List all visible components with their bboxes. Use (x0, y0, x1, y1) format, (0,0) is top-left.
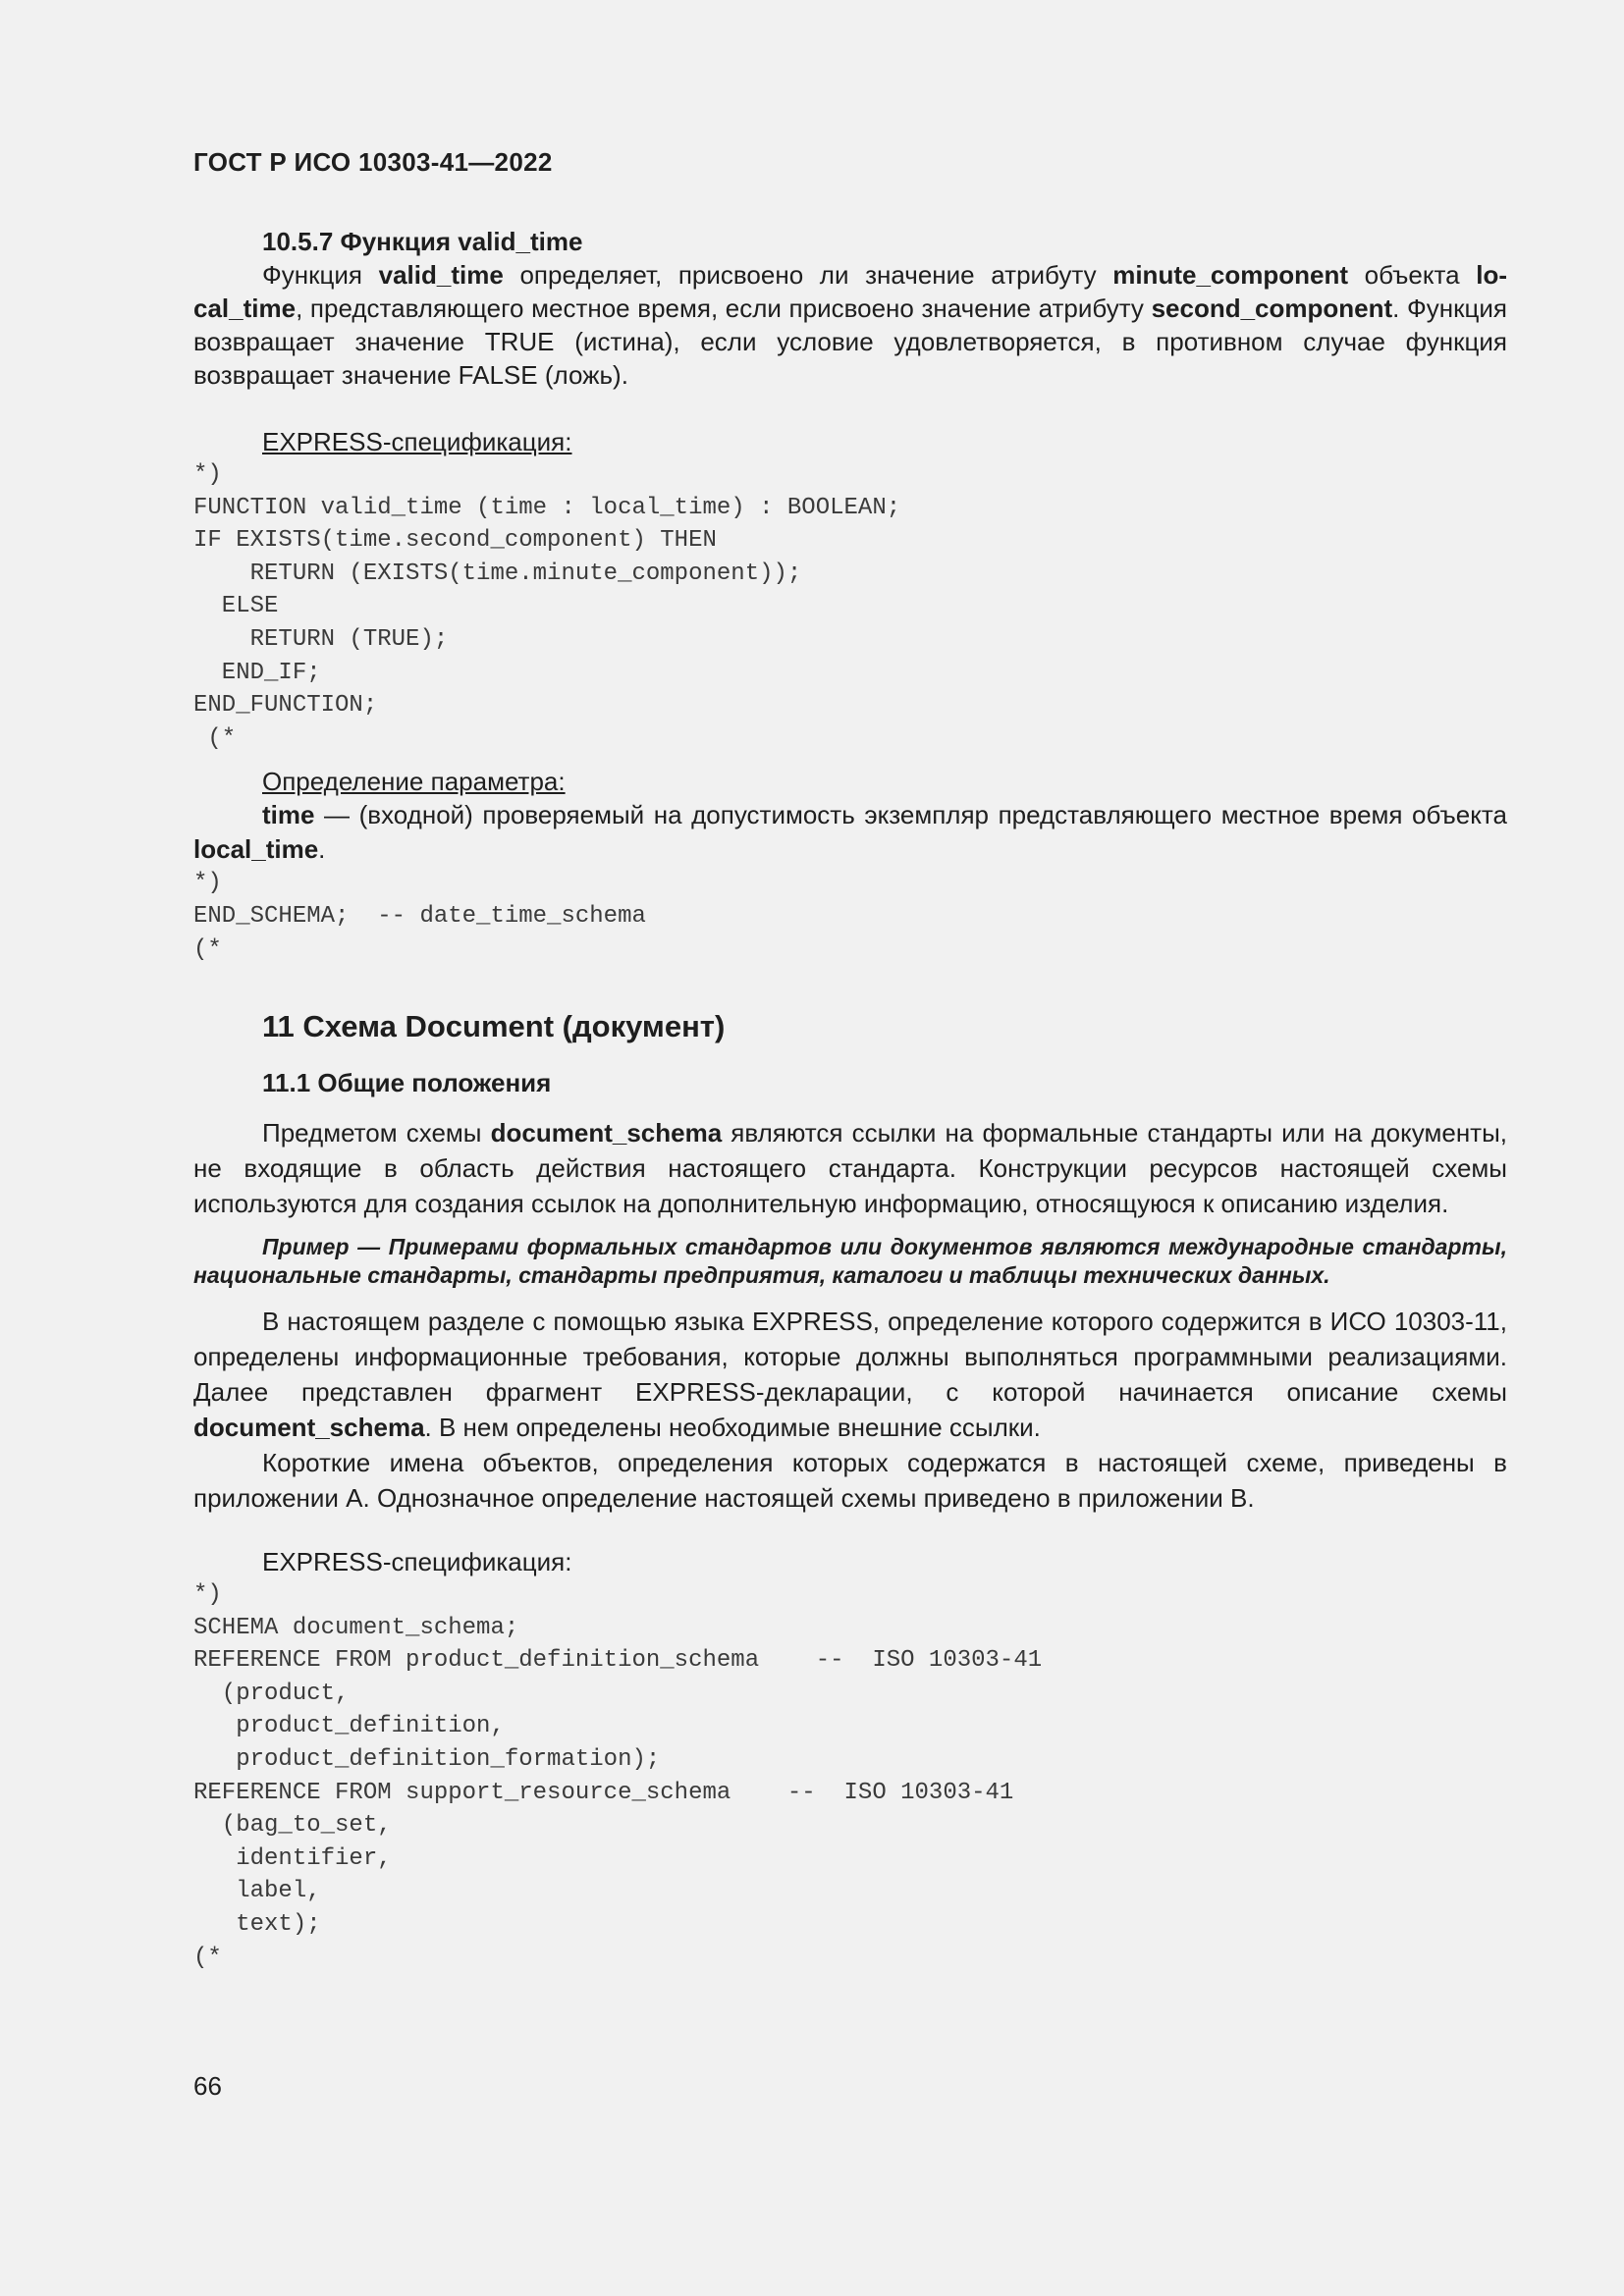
bold-term: document_schema (490, 1118, 723, 1148)
document-header: ГОСТ Р ИСО 10303-41—2022 (193, 147, 553, 177)
paragraph: Функция valid_time определяет, присвоено ли значение атрибуту minute_component объекта local_time, представляющего местное время, если присвоено значение атрибуту second_component. Функция возвращает значение TRUE (истина), если условие удовлетворяется, в противном случае функция возвращает значение FALSE (ложь). (193, 260, 1508, 390)
code-line: RETURN (EXISTS(time.minute_component)); (193, 560, 802, 587)
code-line: *) (193, 870, 222, 897)
section-heading: 11 Схема Document (документ) (262, 1009, 726, 1043)
code-line: FUNCTION valid_time (time : local_time) : BOOLEAN; (193, 494, 901, 521)
paragraph: Короткие имена объектов, определения которых содержатся в настоящей схеме, приведены в приложении А. Однозначное определение настоящей схемы приведено в приложении В. (193, 1448, 1507, 1513)
bold-term: minute_component (1112, 260, 1349, 290)
code-line: REFERENCE FROM support_resource_schema -- ISO 10303-41 (193, 1779, 1014, 1806)
subsection-heading: 11.1 Общие положения (262, 1068, 552, 1097)
code-line: (bag_to_set, (193, 1812, 392, 1840)
param-label: Определение параметра: (262, 767, 566, 797)
code-line: REFERENCE FROM product_definition_schema -- ISO 10303-41 (193, 1647, 1043, 1675)
code-line: (* (193, 935, 222, 963)
section-10-5-7 (193, 225, 1507, 966)
code-line: product_definition, (193, 1713, 505, 1740)
express-spec-label: EXPRESS-спецификация: (262, 1547, 572, 1576)
bold-term: time (262, 800, 315, 830)
bold-term: valid_time (378, 260, 504, 290)
code-line: (* (193, 724, 237, 752)
code-line: END_SCHEMA; -- date_time_schema (193, 902, 646, 930)
code-line: END_FUNCTION; (193, 692, 378, 720)
bold-term: second_component (1151, 294, 1393, 323)
code-line: IF EXISTS(time.second_component) THEN (193, 527, 717, 555)
paragraph: Предметом схемы document_schema являются ссылки на формальные стандарты или на документы, не входящие в область действия настоящего стандарта. Конструкции ресурсов настоящей схемы используются для создания ссылок на дополнительную информацию, относящуюся к описанию изделия. (193, 1118, 1507, 1218)
code-line: ELSE (193, 593, 279, 620)
code-block (193, 1578, 1507, 1974)
express-spec-label: EXPRESS-спецификация: (262, 427, 572, 456)
code-line: (product, (193, 1680, 350, 1707)
section-heading: 10.5.7 Функция valid_time (262, 227, 583, 256)
bold-term: local_time (193, 260, 1508, 323)
code-block (193, 867, 1507, 966)
paragraph: В настоящем разделе с помощью языка EXPRESS, определение которого содержится в ИСО 10303-11, определены информационные требования, которые должны выполняться программными реализациями. Далее представлен фрагмент EXPRESS-декларации, с которой начинается описание схемы document_schema. В нем определены необходимые внешние ссылки. (193, 1307, 1507, 1442)
section-11 (193, 1007, 1507, 1974)
code-line: RETURN (TRUE); (193, 625, 449, 653)
code-block (193, 458, 1507, 755)
code-line: (* (193, 1944, 222, 1971)
code-line: identifier, (193, 1844, 392, 1872)
code-line: label, (193, 1878, 321, 1905)
bold-term: document_schema (193, 1413, 425, 1442)
code-line: product_definition_formation); (193, 1745, 661, 1773)
code-line: *) (193, 461, 222, 488)
code-line: END_IF; (193, 659, 321, 686)
param-definition: time — (входной) проверяемый на допустимость экземпляр представляющего местное время объекта local_time. (193, 800, 1507, 865)
page-number: 66 (193, 2071, 222, 2101)
code-line: SCHEMA document_schema; (193, 1614, 519, 1641)
code-line: *) (193, 1581, 222, 1608)
code-line: text); (193, 1910, 321, 1938)
bold-term: local_time (193, 834, 319, 865)
example-note: Пример — Примерами формальных стандартов или документов являются международные стандарты, национальные стандарты, стандарты предприятия, каталоги и таблицы технических данных. (193, 1234, 1507, 1288)
